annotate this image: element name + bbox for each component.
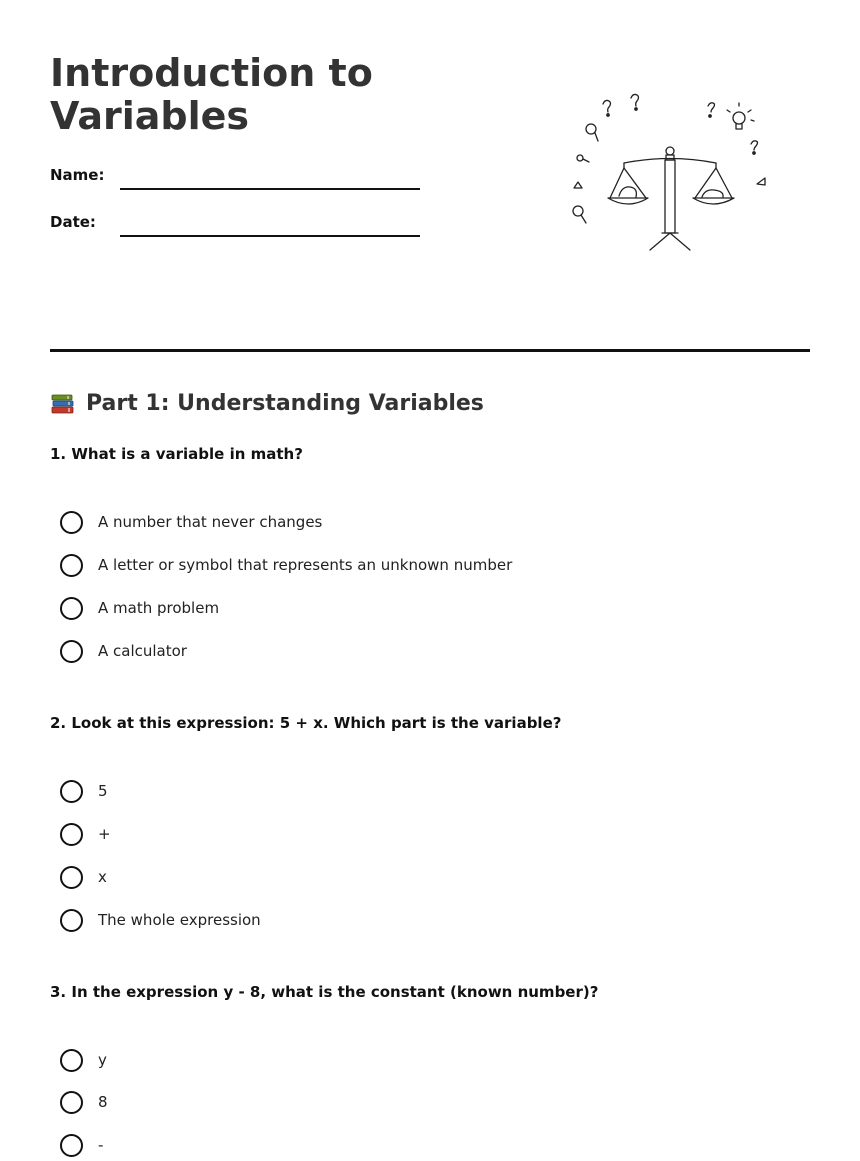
option-label: A letter or symbol that represents an unknown number [98,556,513,574]
question-1-option-3[interactable] [60,595,219,621]
option-label: 5 [98,782,108,800]
key-icon [577,155,589,162]
section-heading [50,389,484,419]
question-1: 1. What is a variable in math? [50,445,303,463]
option-label: A math problem [98,599,220,617]
question-mark-icon [751,141,758,154]
books-icon [50,391,76,417]
question-1-option-2[interactable] [60,552,512,578]
page-title [50,52,373,138]
question-mark-icon [708,103,715,117]
title-line-1: Introduction to [50,51,373,95]
radio-button[interactable] [60,1091,83,1114]
radio-button[interactable] [60,1134,83,1157]
question-3-option-3[interactable] [60,1132,103,1158]
option-label: y [98,1051,107,1069]
option-label: 8 [98,1093,108,1111]
radio-button[interactable] [60,909,83,932]
date-label: Date: [50,213,96,231]
radio-button[interactable] [60,511,83,534]
question-2-option-4[interactable] [60,907,261,933]
date-input-line[interactable] [120,235,420,237]
triangle-icon [757,178,765,185]
option-label: A number that never changes [98,513,323,531]
question-2-option-2[interactable] [60,821,111,847]
question-3-option-2[interactable] [60,1089,108,1115]
title-line-2: Variables [50,94,249,138]
section-heading-text: Part 1: Understanding Variables [86,391,484,416]
radio-button[interactable] [60,1049,83,1072]
question-3-option-1[interactable] [60,1047,107,1073]
option-label: The whole expression [98,911,261,929]
magnifier-icon [586,124,598,141]
option-label: A calculator [98,642,187,660]
radio-button[interactable] [60,640,83,663]
option-label: x [98,868,107,886]
lightbulb-icon [727,103,754,129]
name-label: Name: [50,166,105,184]
radio-button[interactable] [60,823,83,846]
question-2: 2. Look at this expression: 5 + x. Which part is the variable? [50,714,562,732]
name-field[interactable] [50,166,420,190]
triangle-icon [574,182,582,188]
option-label: - [98,1136,104,1154]
name-input-line[interactable] [120,188,420,190]
radio-button[interactable] [60,554,83,577]
radio-button[interactable] [60,597,83,620]
balance-scale-illustration [562,88,774,260]
radio-button[interactable] [60,780,83,803]
question-mark-icon [603,100,611,116]
magnifier-icon [573,206,586,223]
radio-button[interactable] [60,866,83,889]
question-1-option-4[interactable] [60,638,187,664]
question-2-option-1[interactable] [60,778,108,804]
section-divider [50,349,810,352]
date-field[interactable] [50,213,420,237]
question-2-option-3[interactable] [60,864,107,890]
question-mark-icon [631,94,639,110]
option-label: + [98,825,111,843]
question-1-option-1[interactable] [60,509,322,535]
question-3: 3. In the expression y - 8, what is the constant (known number)? [50,983,599,1001]
